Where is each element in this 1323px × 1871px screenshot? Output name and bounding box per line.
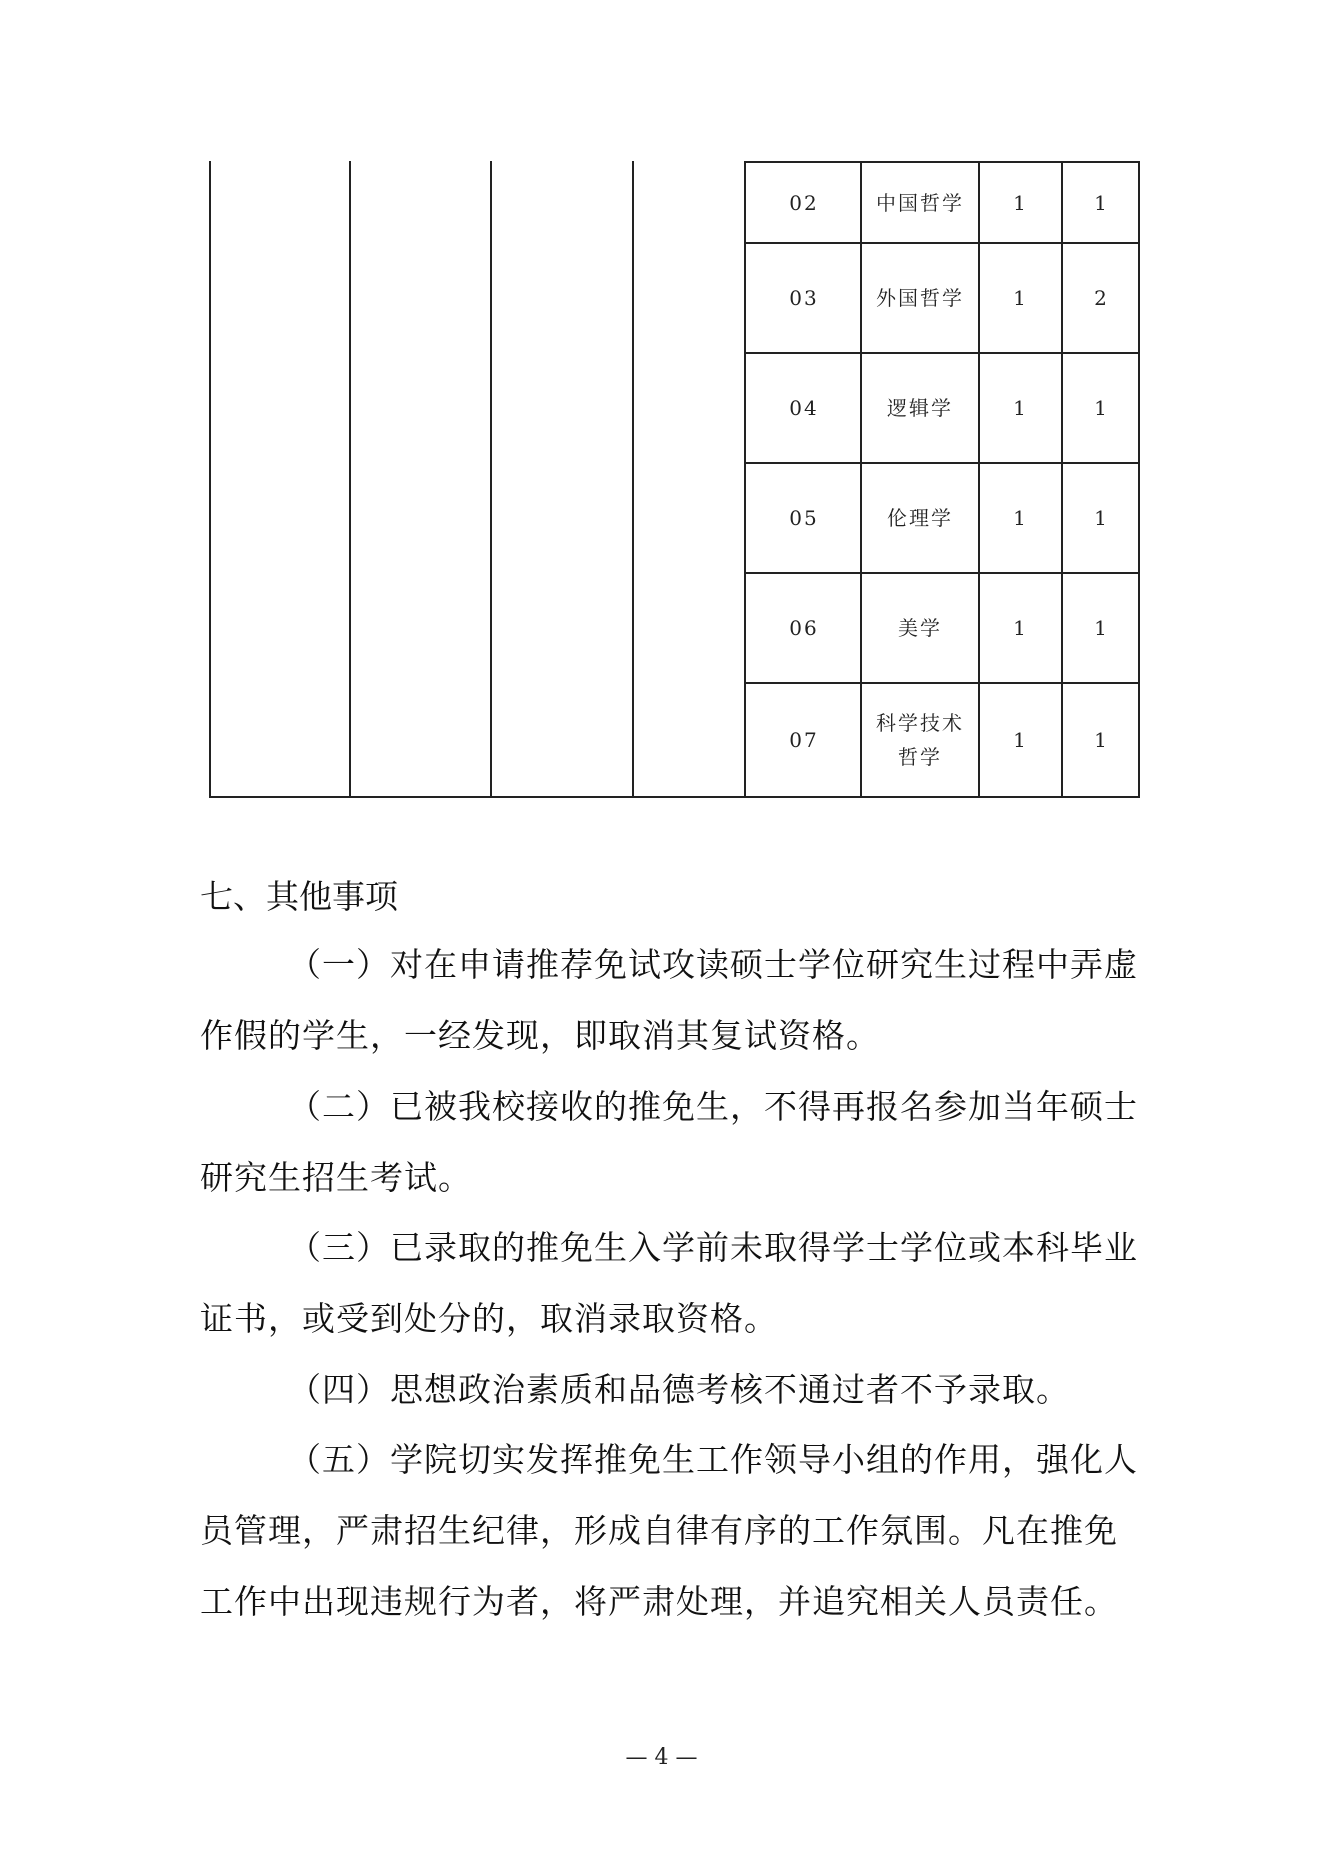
paragraph-5: （五）学院切实发挥推免生工作领导小组的作用，强化人员管理，严肃招生纪律，形成自律有序的工作氛围。凡在推免工作中出现违规行为者，将严肃处理，并追究相关人员责任。 bbox=[200, 1440, 1138, 1621]
table-cell-count-1 bbox=[980, 354, 1061, 462]
paragraph-4: （四）思想政治素质和品德考核不通过者不予录取。 bbox=[288, 1370, 1070, 1409]
discipline-name-line: 美学 bbox=[898, 616, 942, 640]
table-cell-count-2 bbox=[1063, 244, 1140, 352]
count-value: 2 bbox=[1094, 286, 1109, 310]
count-value: 1 bbox=[1094, 506, 1109, 530]
table-cell-code bbox=[748, 684, 860, 796]
table-row bbox=[746, 684, 1140, 796]
count-value: 1 bbox=[1094, 616, 1109, 640]
discipline-code: 02 bbox=[789, 190, 819, 215]
table-cell-count-1 bbox=[980, 464, 1061, 572]
table-cell-code bbox=[748, 574, 860, 682]
table-row-divider bbox=[746, 352, 1140, 354]
table-row-divider bbox=[746, 242, 1140, 244]
count-value: 1 bbox=[1013, 616, 1028, 640]
table-cell-code bbox=[748, 354, 860, 462]
count-value: 1 bbox=[1094, 190, 1109, 215]
table-row bbox=[746, 354, 1140, 462]
table-border-left bbox=[209, 161, 211, 798]
table-cell-name bbox=[862, 354, 978, 462]
paragraph-2: （二）已被我校接收的推免生，不得再报名参加当年硕士研究生招生考试。 bbox=[200, 1087, 1138, 1197]
table-cell-count-1 bbox=[980, 574, 1061, 682]
table-cell-name bbox=[862, 684, 978, 796]
enrollment-table bbox=[209, 161, 1140, 798]
table-cell-name bbox=[862, 574, 978, 682]
discipline-name bbox=[887, 391, 953, 425]
discipline-name bbox=[876, 281, 964, 315]
page-number: — 4 — bbox=[625, 1745, 698, 1770]
table-cell-code bbox=[748, 244, 860, 352]
table-cell-count-2 bbox=[1063, 354, 1140, 462]
table-cell-count-2 bbox=[1063, 574, 1140, 682]
table-cell-count-1 bbox=[980, 163, 1061, 242]
table-cell-name bbox=[862, 163, 978, 242]
table-cell-name bbox=[862, 464, 978, 572]
table-cell-code bbox=[748, 464, 860, 572]
table-row-divider bbox=[746, 572, 1140, 574]
table-cell-count-2 bbox=[1063, 464, 1140, 572]
table-row-divider bbox=[746, 462, 1140, 464]
count-value: 1 bbox=[1094, 728, 1109, 752]
table-row-divider bbox=[746, 682, 1140, 684]
count-value: 1 bbox=[1013, 286, 1028, 310]
discipline-name-line: 逻辑学 bbox=[887, 396, 953, 420]
discipline-code: 07 bbox=[789, 728, 819, 752]
table-divider bbox=[490, 161, 492, 798]
table-cell-count-1 bbox=[980, 684, 1061, 796]
paragraph-1: （一）对在申请推荐免试攻读硕士学位研究生过程中弄虚作假的学生，一经发现，即取消其复试资格。 bbox=[200, 945, 1138, 1055]
discipline-name-line: 科学技术 bbox=[876, 711, 964, 735]
section-heading: 七、其他事项 bbox=[200, 877, 398, 916]
discipline-code: 05 bbox=[789, 506, 819, 530]
discipline-name-line: 外国哲学 bbox=[876, 286, 964, 310]
table-row bbox=[746, 574, 1140, 682]
count-value: 1 bbox=[1013, 728, 1028, 752]
table-divider bbox=[349, 161, 351, 798]
table-row bbox=[746, 163, 1140, 242]
discipline-name bbox=[876, 706, 964, 774]
table-border-bottom bbox=[209, 796, 1140, 798]
count-value: 1 bbox=[1013, 506, 1028, 530]
discipline-code: 04 bbox=[789, 396, 819, 420]
count-value: 1 bbox=[1094, 396, 1109, 420]
discipline-code: 06 bbox=[789, 616, 819, 640]
table-cell-count-2 bbox=[1063, 163, 1140, 242]
count-value: 1 bbox=[1013, 396, 1028, 420]
table-row bbox=[746, 464, 1140, 572]
paragraph-3: （三）已录取的推免生入学前未取得学士学位或本科毕业证书，或受到处分的，取消录取资格。 bbox=[200, 1228, 1138, 1338]
discipline-name-line: 中国哲学 bbox=[876, 190, 964, 215]
table-cell-code bbox=[748, 163, 860, 242]
table-row bbox=[746, 244, 1140, 352]
discipline-name bbox=[887, 501, 953, 535]
discipline-name bbox=[898, 611, 942, 645]
discipline-name-line: 哲学 bbox=[898, 745, 942, 769]
discipline-name-line: 伦理学 bbox=[887, 506, 953, 530]
table-cell-count-2 bbox=[1063, 684, 1140, 796]
table-cell-count-1 bbox=[980, 244, 1061, 352]
discipline-code: 03 bbox=[789, 286, 819, 310]
table-cell-name bbox=[862, 244, 978, 352]
count-value: 1 bbox=[1013, 190, 1028, 215]
table-divider bbox=[632, 161, 634, 798]
discipline-name bbox=[876, 186, 964, 220]
